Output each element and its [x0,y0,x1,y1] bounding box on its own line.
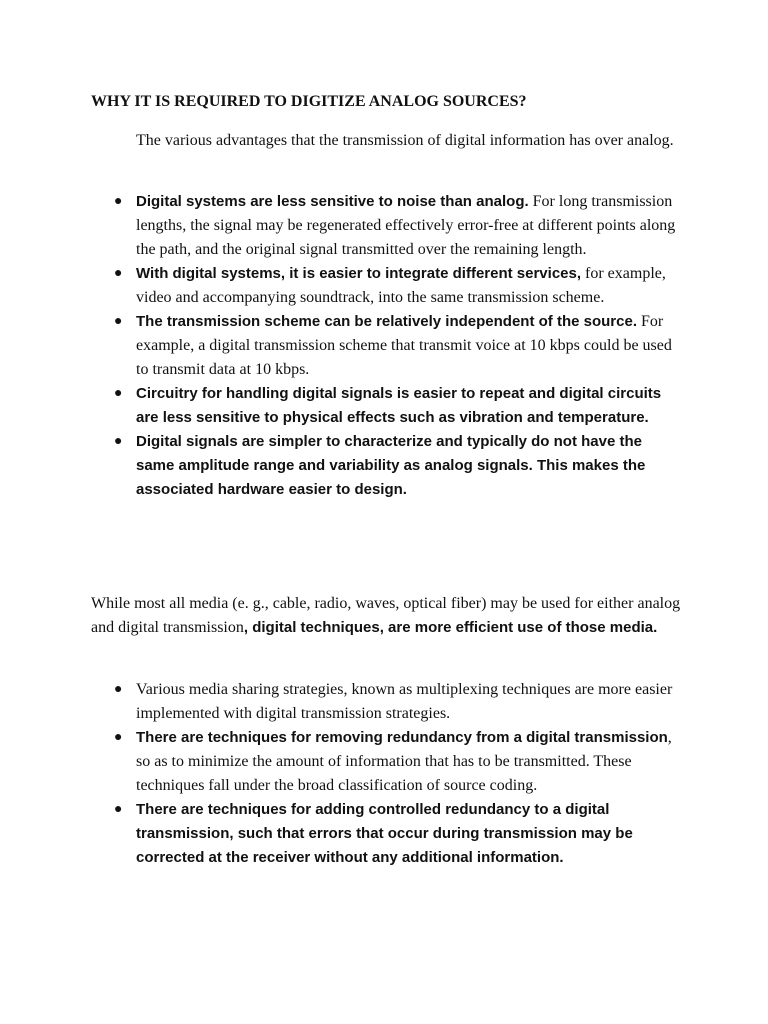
list-item [91,382,681,430]
list-item [91,310,681,382]
media-paragraph-text: While most all media (e. g., cable, radio, waves, optical fiber) may be used for either analog and digital transmission [91,595,681,636]
techniques-list [91,678,681,870]
document-heading: WHY IT IS REQUIRED TO DIGITIZE ANALOG SOURCES? [91,93,527,110]
bullet-icon: ● [114,802,123,817]
bullet-icon: ● [114,314,123,329]
list-item-bold: Circuitry for handling digital signals is easier to repeat and digital circuits are less sensitive to physical effects such as vibration and temperature. [136,385,662,426]
bullet-icon: ● [114,266,123,281]
list-item [91,678,681,726]
list-item-text: For example, a digital transmission scheme that transmit voice at 10 kbps could be used to transmit data at 10 kbps. [136,313,672,378]
list-item [91,262,681,310]
list-item-bold: Digital signals are simpler to characterize and typically do not have the same amplitude range and variability as analog signals. This makes the associated hardware easier to design. [136,433,646,498]
list-item-bold: With digital systems, it is easier to integrate different services, [136,265,582,282]
list-item-bold: There are techniques for removing redundancy from a digital transmission [136,729,668,746]
list-item [91,798,681,870]
advantages-list [91,190,681,502]
media-paragraph [91,592,681,640]
list-item-bold: The transmission scheme can be relatively independent of the source. [136,313,637,330]
list-item [91,726,681,798]
bullet-icon: ● [114,682,123,697]
list-item-bold: Digital systems are less sensitive to noise than analog. [136,193,529,210]
list-item-text: For long transmission lengths, the signal may be regenerated effectively error-free at different points along the path, and the original signal transmitted over the remaining length. [136,193,676,258]
list-item-text: Various media sharing strategies, known as multiplexing techniques are more easier implemented with digital transmission strategies. [136,681,673,722]
media-paragraph-bold: , digital techniques, are more efficient use of those media. [243,619,658,636]
list-item-text: , so as to minimize the amount of information that has to be transmitted. These techniques fall under the broad classification of source coding. [136,729,672,794]
list-item-bold: There are techniques for adding controlled redundancy to a digital transmission, such that errors that occur during transmission may be corrected at the receiver without any additional information. [136,801,633,866]
bullet-icon: ● [114,194,123,209]
intro-paragraph: The various advantages that the transmission of digital information has over analog. [136,132,674,149]
bullet-icon: ● [114,730,123,745]
bullet-icon: ● [114,434,123,449]
bullet-icon: ● [114,386,123,401]
list-item-text: for example, video and accompanying soundtrack, into the same transmission scheme. [136,265,666,306]
list-item [91,190,681,262]
list-item [91,430,681,502]
